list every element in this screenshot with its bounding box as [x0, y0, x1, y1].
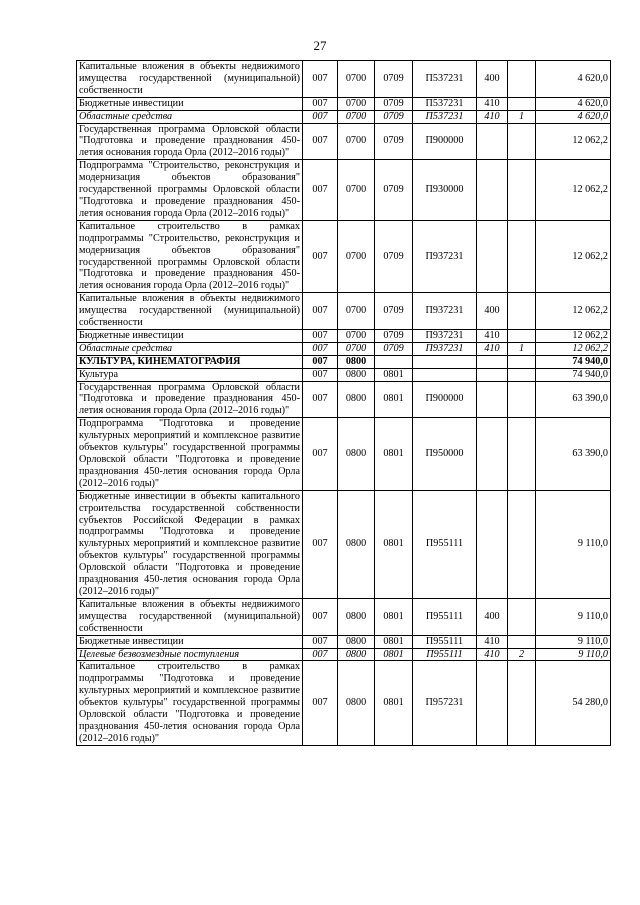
table-row: [77, 220, 611, 292]
table-row: [77, 598, 611, 635]
table-row: [77, 368, 611, 381]
expense-type-cell: [477, 368, 508, 381]
kosgu-code-cell: [508, 61, 536, 98]
target-article-cell: [413, 355, 477, 368]
ministry-code-cell: 007: [303, 110, 338, 123]
subsection-code-cell: 0709: [375, 160, 413, 221]
target-article-cell: П950000: [413, 418, 477, 490]
amount-cell: 9 110,0: [536, 598, 611, 635]
expense-type-cell: 410: [477, 342, 508, 355]
subsection-code-cell: 0709: [375, 220, 413, 292]
target-article-cell: П937231: [413, 220, 477, 292]
kosgu-code-cell: 2: [508, 648, 536, 661]
ministry-code-cell: 007: [303, 293, 338, 330]
row-name-cell: Целевые безвозмездные поступления: [77, 648, 303, 661]
kosgu-code-cell: 1: [508, 110, 536, 123]
section-code-cell: 0800: [338, 381, 375, 418]
row-name-cell: Областные средства: [77, 110, 303, 123]
expense-type-cell: [477, 160, 508, 221]
table-row: [77, 661, 611, 745]
ministry-code-cell: 007: [303, 97, 338, 110]
section-code-cell: 0700: [338, 220, 375, 292]
subsection-code-cell: 0801: [375, 368, 413, 381]
target-article-cell: П537231: [413, 97, 477, 110]
amount-cell: 9 110,0: [536, 490, 611, 598]
table-row: [77, 329, 611, 342]
amount-cell: 4 620,0: [536, 110, 611, 123]
target-article-cell: П930000: [413, 160, 477, 221]
subsection-code-cell: 0709: [375, 342, 413, 355]
subsection-code-cell: 0801: [375, 648, 413, 661]
table-row: [77, 97, 611, 110]
kosgu-code-cell: [508, 598, 536, 635]
ministry-code-cell: 007: [303, 342, 338, 355]
amount-cell: 74 940,0: [536, 368, 611, 381]
page-number: 27: [313, 38, 327, 53]
ministry-code-cell: 007: [303, 355, 338, 368]
target-article-cell: П937231: [413, 329, 477, 342]
section-code-cell: 0800: [338, 661, 375, 745]
target-article-cell: [413, 368, 477, 381]
section-code-cell: 0700: [338, 61, 375, 98]
row-name-cell: Подпрограмма "Подготовка и проведение культурных мероприятий и комплексное развитие объектов культуры" государственной программы Орловской области "Подготовка и проведение празднования 450-летия основания города Орла (2012–2016 годы)": [77, 418, 303, 490]
expense-type-cell: 410: [477, 110, 508, 123]
expense-type-cell: 400: [477, 598, 508, 635]
row-name-cell: Бюджетные инвестиции в объекты капитального строительства государственной собственности субъектов Российской Федерации в рамках подпрограммы "Подготовка и проведение культурных мероприятий и комплексное развитие объектов культуры" государственной программы Орловской области "Подготовка и проведение празднования 450-летия основания города Орла (2012–2016 годы)": [77, 490, 303, 598]
row-name-cell: Культура: [77, 368, 303, 381]
kosgu-code-cell: [508, 329, 536, 342]
target-article-cell: П955111: [413, 635, 477, 648]
target-article-cell: П957231: [413, 661, 477, 745]
subsection-code-cell: 0709: [375, 110, 413, 123]
table-row: [77, 355, 611, 368]
amount-cell: 9 110,0: [536, 635, 611, 648]
ministry-code-cell: 007: [303, 490, 338, 598]
section-code-cell: 0800: [338, 490, 375, 598]
kosgu-code-cell: [508, 381, 536, 418]
subsection-code-cell: 0709: [375, 293, 413, 330]
target-article-cell: П937231: [413, 293, 477, 330]
table-row: [77, 381, 611, 418]
section-code-cell: 0800: [338, 598, 375, 635]
kosgu-code-cell: [508, 97, 536, 110]
amount-cell: 4 620,0: [536, 97, 611, 110]
budget-table: [76, 60, 611, 746]
table-row: [77, 110, 611, 123]
amount-cell: 54 280,0: [536, 661, 611, 745]
expense-type-cell: [477, 220, 508, 292]
section-code-cell: 0700: [338, 329, 375, 342]
kosgu-code-cell: [508, 355, 536, 368]
row-name-cell: Бюджетные инвестиции: [77, 329, 303, 342]
row-name-cell: Государственная программа Орловской области "Подготовка и проведение празднования 450-летия основания города Орла (2012–2016 годы)": [77, 381, 303, 418]
ministry-code-cell: 007: [303, 329, 338, 342]
section-code-cell: 0700: [338, 293, 375, 330]
ministry-code-cell: 007: [303, 61, 338, 98]
kosgu-code-cell: 1: [508, 342, 536, 355]
ministry-code-cell: 007: [303, 598, 338, 635]
row-name-cell: Капитальные вложения в объекты недвижимого имущества государственной (муниципальной) собственности: [77, 293, 303, 330]
ministry-code-cell: 007: [303, 635, 338, 648]
table-row: [77, 418, 611, 490]
amount-cell: 63 390,0: [536, 381, 611, 418]
section-code-cell: 0800: [338, 648, 375, 661]
table-row: [77, 61, 611, 98]
expense-type-cell: 400: [477, 293, 508, 330]
subsection-code-cell: 0709: [375, 97, 413, 110]
ministry-code-cell: 007: [303, 160, 338, 221]
subsection-code-cell: 0801: [375, 418, 413, 490]
row-name-cell: Бюджетные инвестиции: [77, 97, 303, 110]
section-code-cell: 0800: [338, 418, 375, 490]
expense-type-cell: [477, 418, 508, 490]
ministry-code-cell: 007: [303, 381, 338, 418]
kosgu-code-cell: [508, 661, 536, 745]
table-row: [77, 342, 611, 355]
ministry-code-cell: 007: [303, 648, 338, 661]
ministry-code-cell: 007: [303, 123, 338, 160]
amount-cell: 63 390,0: [536, 418, 611, 490]
kosgu-code-cell: [508, 160, 536, 221]
kosgu-code-cell: [508, 220, 536, 292]
row-name-cell: Капитальное строительство в рамках подпрограммы "Строительство, реконструкция и модернизация объектов образования" государственной программы Орловской области "Подготовка и проведение празднования 450-летия основания города Орла (2012–2016 годы)": [77, 220, 303, 292]
table-row: [77, 635, 611, 648]
expense-type-cell: 410: [477, 635, 508, 648]
section-code-cell: 0800: [338, 368, 375, 381]
amount-cell: 74 940,0: [536, 355, 611, 368]
expense-type-cell: [477, 661, 508, 745]
expense-type-cell: [477, 355, 508, 368]
section-code-cell: 0800: [338, 355, 375, 368]
subsection-code-cell: 0801: [375, 661, 413, 745]
kosgu-code-cell: [508, 490, 536, 598]
table-row: [77, 160, 611, 221]
amount-cell: 9 110,0: [536, 648, 611, 661]
kosgu-code-cell: [508, 368, 536, 381]
amount-cell: 12 062,2: [536, 342, 611, 355]
ministry-code-cell: 007: [303, 368, 338, 381]
expense-type-cell: 400: [477, 61, 508, 98]
section-code-cell: 0700: [338, 97, 375, 110]
section-code-cell: 0700: [338, 110, 375, 123]
section-code-cell: 0700: [338, 160, 375, 221]
subsection-code-cell: 0801: [375, 598, 413, 635]
expense-type-cell: 410: [477, 648, 508, 661]
target-article-cell: П937231: [413, 342, 477, 355]
expense-type-cell: 410: [477, 97, 508, 110]
section-code-cell: 0700: [338, 123, 375, 160]
kosgu-code-cell: [508, 123, 536, 160]
subsection-code-cell: 0801: [375, 490, 413, 598]
subsection-code-cell: [375, 355, 413, 368]
table-row: [77, 648, 611, 661]
row-name-cell: Бюджетные инвестиции: [77, 635, 303, 648]
amount-cell: 12 062,2: [536, 293, 611, 330]
expense-type-cell: [477, 381, 508, 418]
amount-cell: 4 620,0: [536, 61, 611, 98]
ministry-code-cell: 007: [303, 220, 338, 292]
expense-type-cell: [477, 490, 508, 598]
table-row: [77, 293, 611, 330]
row-name-cell: Областные средства: [77, 342, 303, 355]
target-article-cell: П537231: [413, 61, 477, 98]
section-code-cell: 0700: [338, 342, 375, 355]
amount-cell: 12 062,2: [536, 123, 611, 160]
kosgu-code-cell: [508, 293, 536, 330]
row-name-cell: Капитальные вложения в объекты недвижимого имущества государственной (муниципальной) собственности: [77, 598, 303, 635]
ministry-code-cell: 007: [303, 418, 338, 490]
amount-cell: 12 062,2: [536, 160, 611, 221]
row-name-cell: Подпрограмма "Строительство, реконструкция и модернизация объектов образования" государственной программы Орловской области "Подготовка и проведение празднования 450-летия основания города Орла (2012–2016 годы)": [77, 160, 303, 221]
target-article-cell: П537231: [413, 110, 477, 123]
target-article-cell: П955111: [413, 598, 477, 635]
target-article-cell: П900000: [413, 123, 477, 160]
subsection-code-cell: 0709: [375, 329, 413, 342]
expense-type-cell: [477, 123, 508, 160]
kosgu-code-cell: [508, 418, 536, 490]
table-row: [77, 123, 611, 160]
target-article-cell: П955111: [413, 490, 477, 598]
amount-cell: 12 062,2: [536, 329, 611, 342]
subsection-code-cell: 0709: [375, 123, 413, 160]
amount-cell: 12 062,2: [536, 220, 611, 292]
subsection-code-cell: 0801: [375, 635, 413, 648]
row-name-cell: Государственная программа Орловской области "Подготовка и проведение празднования 450-летия основания города Орла (2012–2016 годы)": [77, 123, 303, 160]
row-name-cell: Капитальные вложения в объекты недвижимого имущества государственной (муниципальной) собственности: [77, 61, 303, 98]
target-article-cell: П955111: [413, 648, 477, 661]
subsection-code-cell: 0801: [375, 381, 413, 418]
table-row: [77, 490, 611, 598]
kosgu-code-cell: [508, 635, 536, 648]
row-name-cell: КУЛЬТУРА, КИНЕМАТОГРАФИЯ: [77, 355, 303, 368]
expense-type-cell: 410: [477, 329, 508, 342]
subsection-code-cell: 0709: [375, 61, 413, 98]
ministry-code-cell: 007: [303, 661, 338, 745]
target-article-cell: П900000: [413, 381, 477, 418]
section-code-cell: 0800: [338, 635, 375, 648]
row-name-cell: Капитальное строительство в рамках подпрограммы "Подготовка и проведение культурных мероприятий и комплексное развитие объектов культуры" государственной программы Орловской области "Подготовка и проведение празднования 450-летия основания города Орла (2012–2016 годы)": [77, 661, 303, 745]
